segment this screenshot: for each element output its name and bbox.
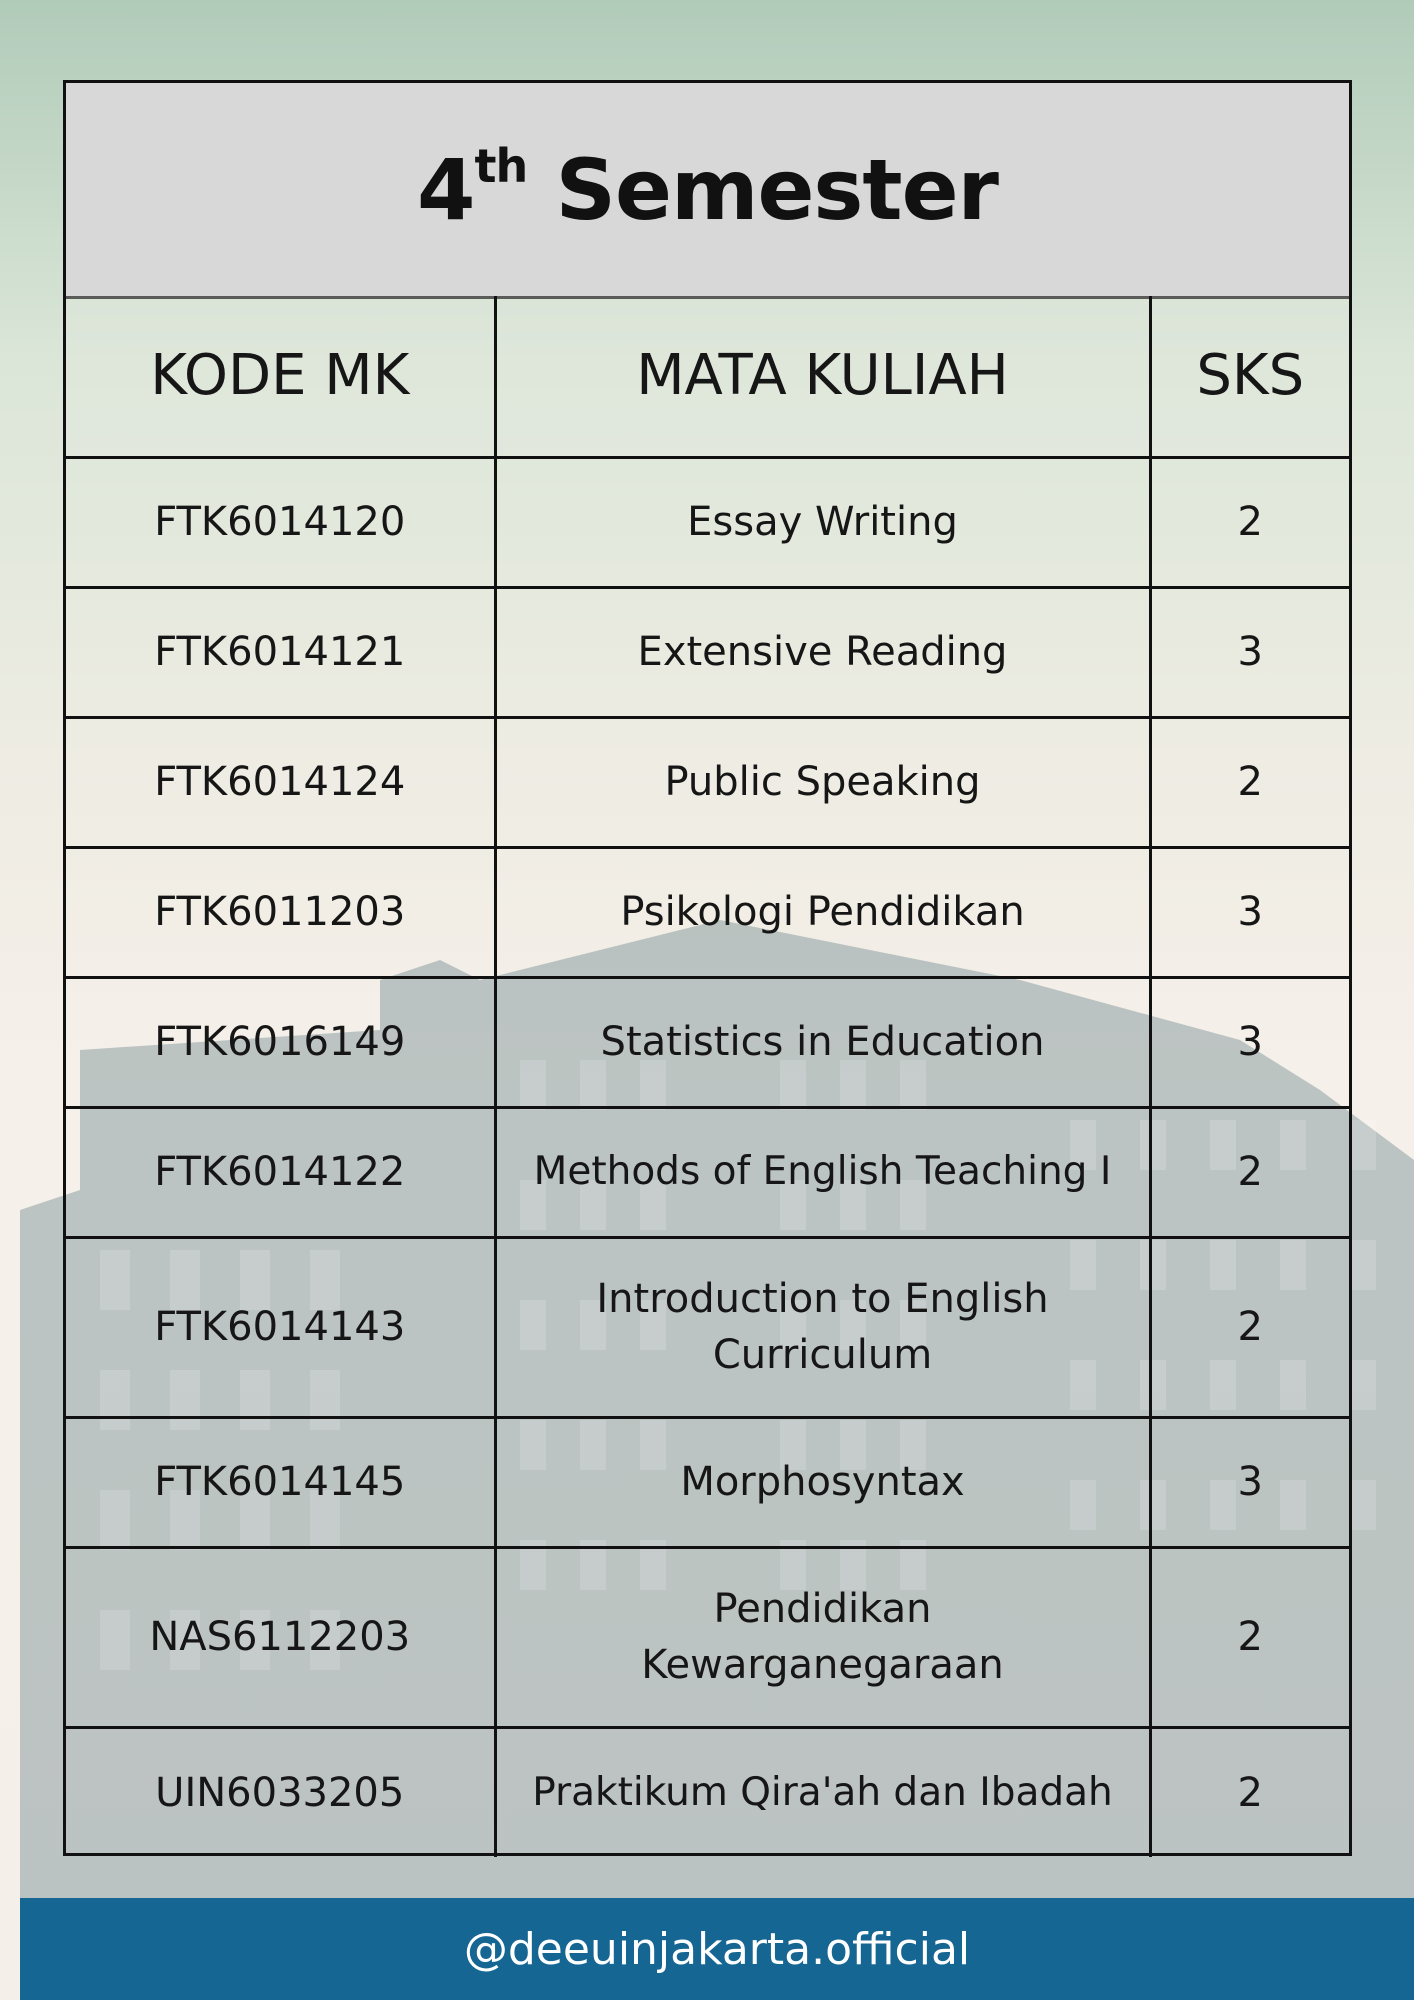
table-row (66, 587, 1349, 717)
table-row (66, 1727, 1349, 1857)
course-credits: 3 (1150, 847, 1349, 977)
semester-sheet (63, 80, 1352, 1856)
column-header-kode-mk: KODE MK (66, 296, 495, 457)
table-header-row (66, 296, 1349, 457)
course-name: Essay Writing (495, 457, 1150, 587)
course-code: FTK6014145 (66, 1417, 495, 1547)
title-word: Semester (555, 140, 998, 239)
course-code: FTK6014122 (66, 1107, 495, 1237)
footer-banner (20, 1898, 1414, 2000)
course-credits: 2 (1150, 1237, 1349, 1417)
course-name: Morphosyntax (495, 1417, 1150, 1547)
course-credits: 2 (1150, 1107, 1349, 1237)
course-credits: 2 (1150, 1547, 1349, 1727)
table-row (66, 847, 1349, 977)
table-row (66, 1107, 1349, 1237)
title-ordinal-suffix: th (474, 138, 528, 193)
course-name: Extensive Reading (495, 587, 1150, 717)
column-header-sks: SKS (1150, 296, 1349, 457)
column-header-mata-kuliah: MATA KULIAH (495, 296, 1150, 457)
table-row (66, 1417, 1349, 1547)
course-name: Psikologi Pendidikan (495, 847, 1150, 977)
course-name: Statistics in Education (495, 977, 1150, 1107)
table-row (66, 1237, 1349, 1417)
course-name: Pendidikan Kewarganegaraan (495, 1547, 1150, 1727)
table-row (66, 977, 1349, 1107)
course-name: Public Speaking (495, 717, 1150, 847)
course-credits: 3 (1150, 587, 1349, 717)
course-credits: 2 (1150, 717, 1349, 847)
title-number: 4 (417, 140, 475, 239)
social-handle: @deeuinjakarta.official (463, 1923, 971, 1975)
course-code: UIN6033205 (66, 1727, 495, 1857)
course-code: FTK6014143 (66, 1237, 495, 1417)
course-name: Introduction to English Curriculum (495, 1237, 1150, 1417)
course-name: Methods of English Teaching I (495, 1107, 1150, 1237)
course-code: FTK6014121 (66, 587, 495, 717)
table-row (66, 457, 1349, 587)
course-credits: 3 (1150, 1417, 1349, 1547)
table-row (66, 717, 1349, 847)
course-code: FTK6014124 (66, 717, 495, 847)
course-code: NAS6112203 (66, 1547, 495, 1727)
table-row (66, 1547, 1349, 1727)
title-box (66, 83, 1349, 299)
course-credits: 2 (1150, 1727, 1349, 1857)
course-name: Praktikum Qira'ah dan Ibadah (495, 1727, 1150, 1857)
course-table (66, 296, 1349, 1857)
course-code: FTK6014120 (66, 457, 495, 587)
course-code: FTK6011203 (66, 847, 495, 977)
course-credits: 3 (1150, 977, 1349, 1107)
course-code: FTK6016149 (66, 977, 495, 1107)
page-title (417, 138, 998, 239)
course-credits: 2 (1150, 457, 1349, 587)
